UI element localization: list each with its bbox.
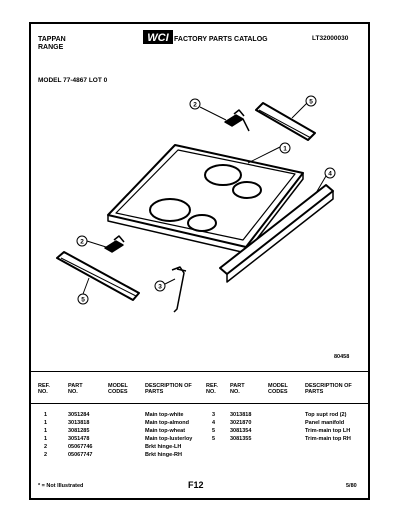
model-line: MODEL 77-4867 LOT 0 <box>38 77 108 84</box>
col-desc-right: DESCRIPTION OF PARTS <box>305 383 352 396</box>
col-desc-left: DESCRIPTION OF PARTS <box>145 383 192 396</box>
footnote: * = Not Illustrated <box>38 483 84 489</box>
catalog-number: LT32000030 <box>312 35 349 42</box>
callout-5-upper <box>306 96 316 106</box>
callout-5-lower <box>78 294 88 304</box>
hinge-bracket-lower <box>105 236 124 252</box>
svg-text:5: 5 <box>309 98 313 106</box>
trim-upper-part <box>256 103 315 140</box>
parts-diagram <box>30 90 370 365</box>
svg-text:2: 2 <box>193 101 197 109</box>
col-ref-left: REF. NO. <box>38 383 50 396</box>
svg-text:4: 4 <box>328 170 332 178</box>
callout-4 <box>325 168 335 178</box>
callout-1 <box>280 143 290 153</box>
svg-text:5: 5 <box>81 296 85 304</box>
col-model-left: MODEL CODES <box>108 383 128 396</box>
col-part-left: PART NO. <box>68 383 83 396</box>
svg-text:3: 3 <box>158 283 162 291</box>
callout-3 <box>155 281 165 291</box>
trim-lower-part <box>57 252 139 300</box>
hinge-bracket-upper <box>225 110 249 131</box>
page-number: F12 <box>188 480 204 490</box>
callout-2-upper <box>190 99 200 109</box>
col-ref-right: REF. NO. <box>206 383 218 396</box>
svg-text:1: 1 <box>283 145 287 153</box>
revision-date: 5/80 <box>346 483 357 489</box>
wci-logo <box>143 30 173 44</box>
callout-2-lower <box>77 236 87 246</box>
catalog-title: FACTORY PARTS CATALOG <box>174 36 268 43</box>
brand-subtitle: RANGE <box>38 44 64 51</box>
col-model-right: MODEL CODES <box>268 383 288 396</box>
table-top-rule <box>31 371 368 372</box>
svg-text:2: 2 <box>80 238 84 246</box>
figure-number: 80458 <box>334 354 350 360</box>
support-rod-part <box>172 267 186 312</box>
table-header-rule <box>31 403 368 404</box>
col-part-right: PART NO. <box>230 383 245 396</box>
logo-text: WCI <box>147 32 169 44</box>
brand-name: TAPPAN <box>38 36 66 43</box>
